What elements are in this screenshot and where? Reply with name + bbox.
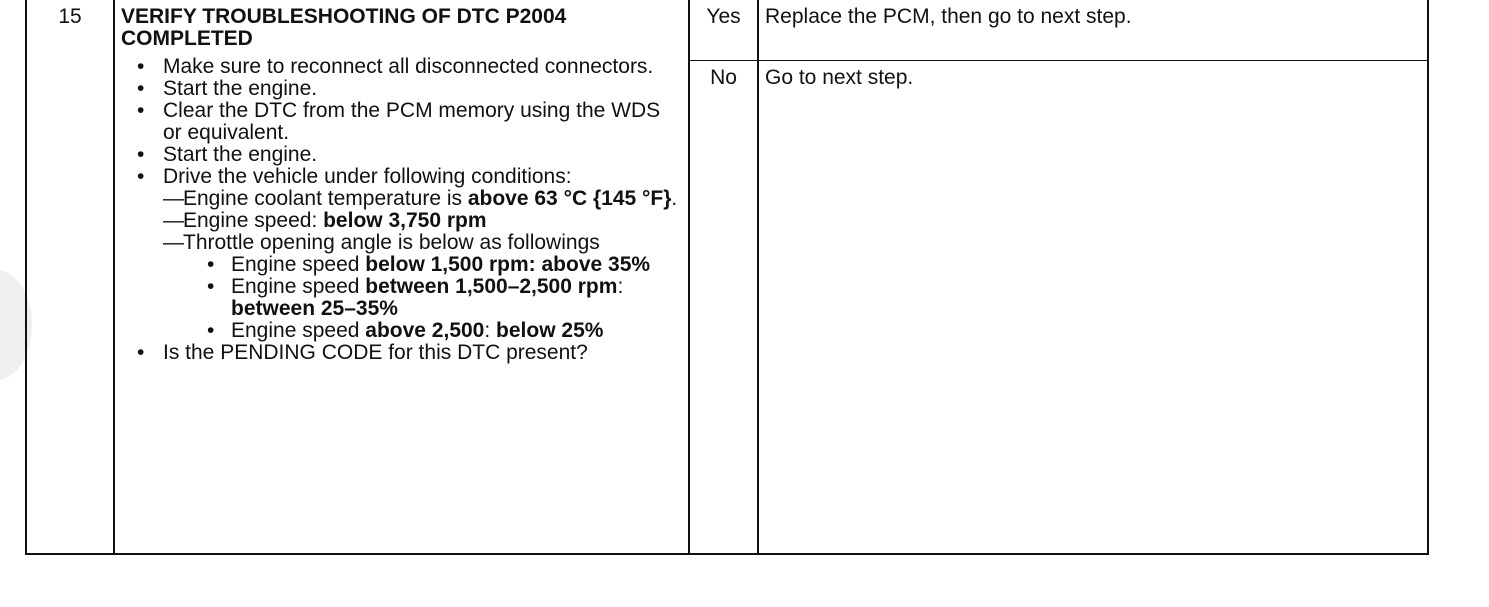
step-number: 15 <box>26 0 114 554</box>
list-item: • Start the engine. <box>163 144 682 166</box>
list-item: • Drive the vehicle under following conditions: — Engine coolant temperature is above 63 °C {145 °F}. — Engine speed: below 3,750 rpm — Throttle opening angle is below as followings • Engine speed below 1,500 rpm: above 35% • Engine speed between 1,500–2,500 rpm: between 25–35% • Engine speed above 2,500: below 25% <box>163 166 682 342</box>
list-item: • Clear the DTC from the PCM memory using the WDS or equivalent. <box>163 100 682 144</box>
yes-label: Yes <box>689 0 758 61</box>
instruction-list <box>121 56 682 364</box>
list-item: • Engine speed above 2,500: below 25% <box>231 320 682 342</box>
list-item: • Start the engine. <box>163 78 682 100</box>
list-item: • Is the PENDING CODE for this DTC present? <box>163 342 682 364</box>
yes-action: Replace the PCM, then go to next step. <box>758 0 1428 61</box>
list-item: — Engine speed: below 3,750 rpm <box>163 209 487 232</box>
condition-list <box>163 188 682 342</box>
list-item: • Engine speed between 1,500–2,500 rpm: between 25–35% <box>231 276 682 320</box>
throttle-list <box>183 254 682 342</box>
table-row <box>26 0 1428 61</box>
step-title: VERIFY TROUBLESHOOTING OF DTC P2004 COMPLETED <box>121 5 567 50</box>
list-item: — Throttle opening angle is below as followings • Engine speed below 1,500 rpm: above 35% • Engine speed between 1,500–2,500 rpm: between 25–35% • Engine speed above 2,500: below 25% <box>183 232 682 342</box>
no-action: Go to next step. <box>758 61 1428 555</box>
step-action-cell <box>114 0 689 554</box>
troubleshooting-table <box>25 0 1429 555</box>
list-item: — Engine coolant temperature is above 63 °C {145 °F}. <box>163 187 678 210</box>
list-item: • Make sure to reconnect all disconnected connectors. <box>163 56 682 78</box>
no-label: No <box>689 61 758 555</box>
list-item: • Engine speed below 1,500 rpm: above 35% <box>231 254 682 276</box>
